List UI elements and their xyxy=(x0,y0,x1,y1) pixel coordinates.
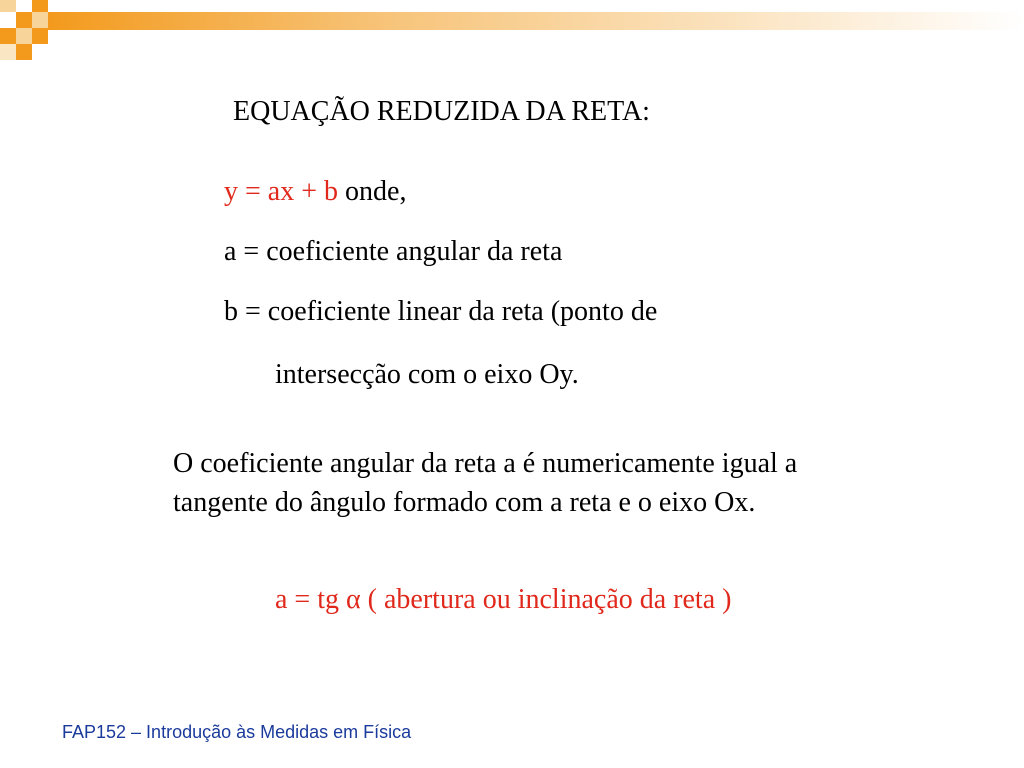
decorative-square xyxy=(16,28,32,44)
decorative-header xyxy=(0,0,1024,64)
definition-b: b = coeficiente linear da reta (ponto de xyxy=(224,296,658,327)
decorative-square xyxy=(32,0,48,12)
equation-formula: y = ax + b xyxy=(224,176,339,207)
decorative-square xyxy=(32,12,48,28)
definition-b-continuation: intersecção com o eixo Oy. xyxy=(275,359,579,390)
equation-line xyxy=(224,176,406,208)
slide-title: EQUAÇÃO REDUZIDA DA RETA: xyxy=(233,96,650,127)
paragraph-line-2: tangente do ângulo formado com a reta e o eixo Ox. xyxy=(173,487,756,518)
decorative-square xyxy=(0,12,16,28)
decorative-square xyxy=(0,44,16,60)
decorative-square xyxy=(0,0,16,12)
paragraph-line-1: O coeficiente angular da reta a é numericamente igual a xyxy=(173,448,798,479)
equation-suffix: onde, xyxy=(338,176,407,207)
definition-a: a = coeficiente angular da reta xyxy=(224,236,563,267)
decorative-square xyxy=(0,28,16,44)
slide-footer: FAP152 – Introdução às Medidas em Física xyxy=(62,722,412,742)
decorative-square xyxy=(32,28,48,44)
decorative-square xyxy=(16,12,32,28)
decorative-square xyxy=(16,0,32,12)
decorative-gradient-band xyxy=(48,12,1024,30)
decorative-square xyxy=(16,44,32,60)
tangent-formula: a = tg α ( abertura ou inclinação da reta ) xyxy=(275,584,732,615)
